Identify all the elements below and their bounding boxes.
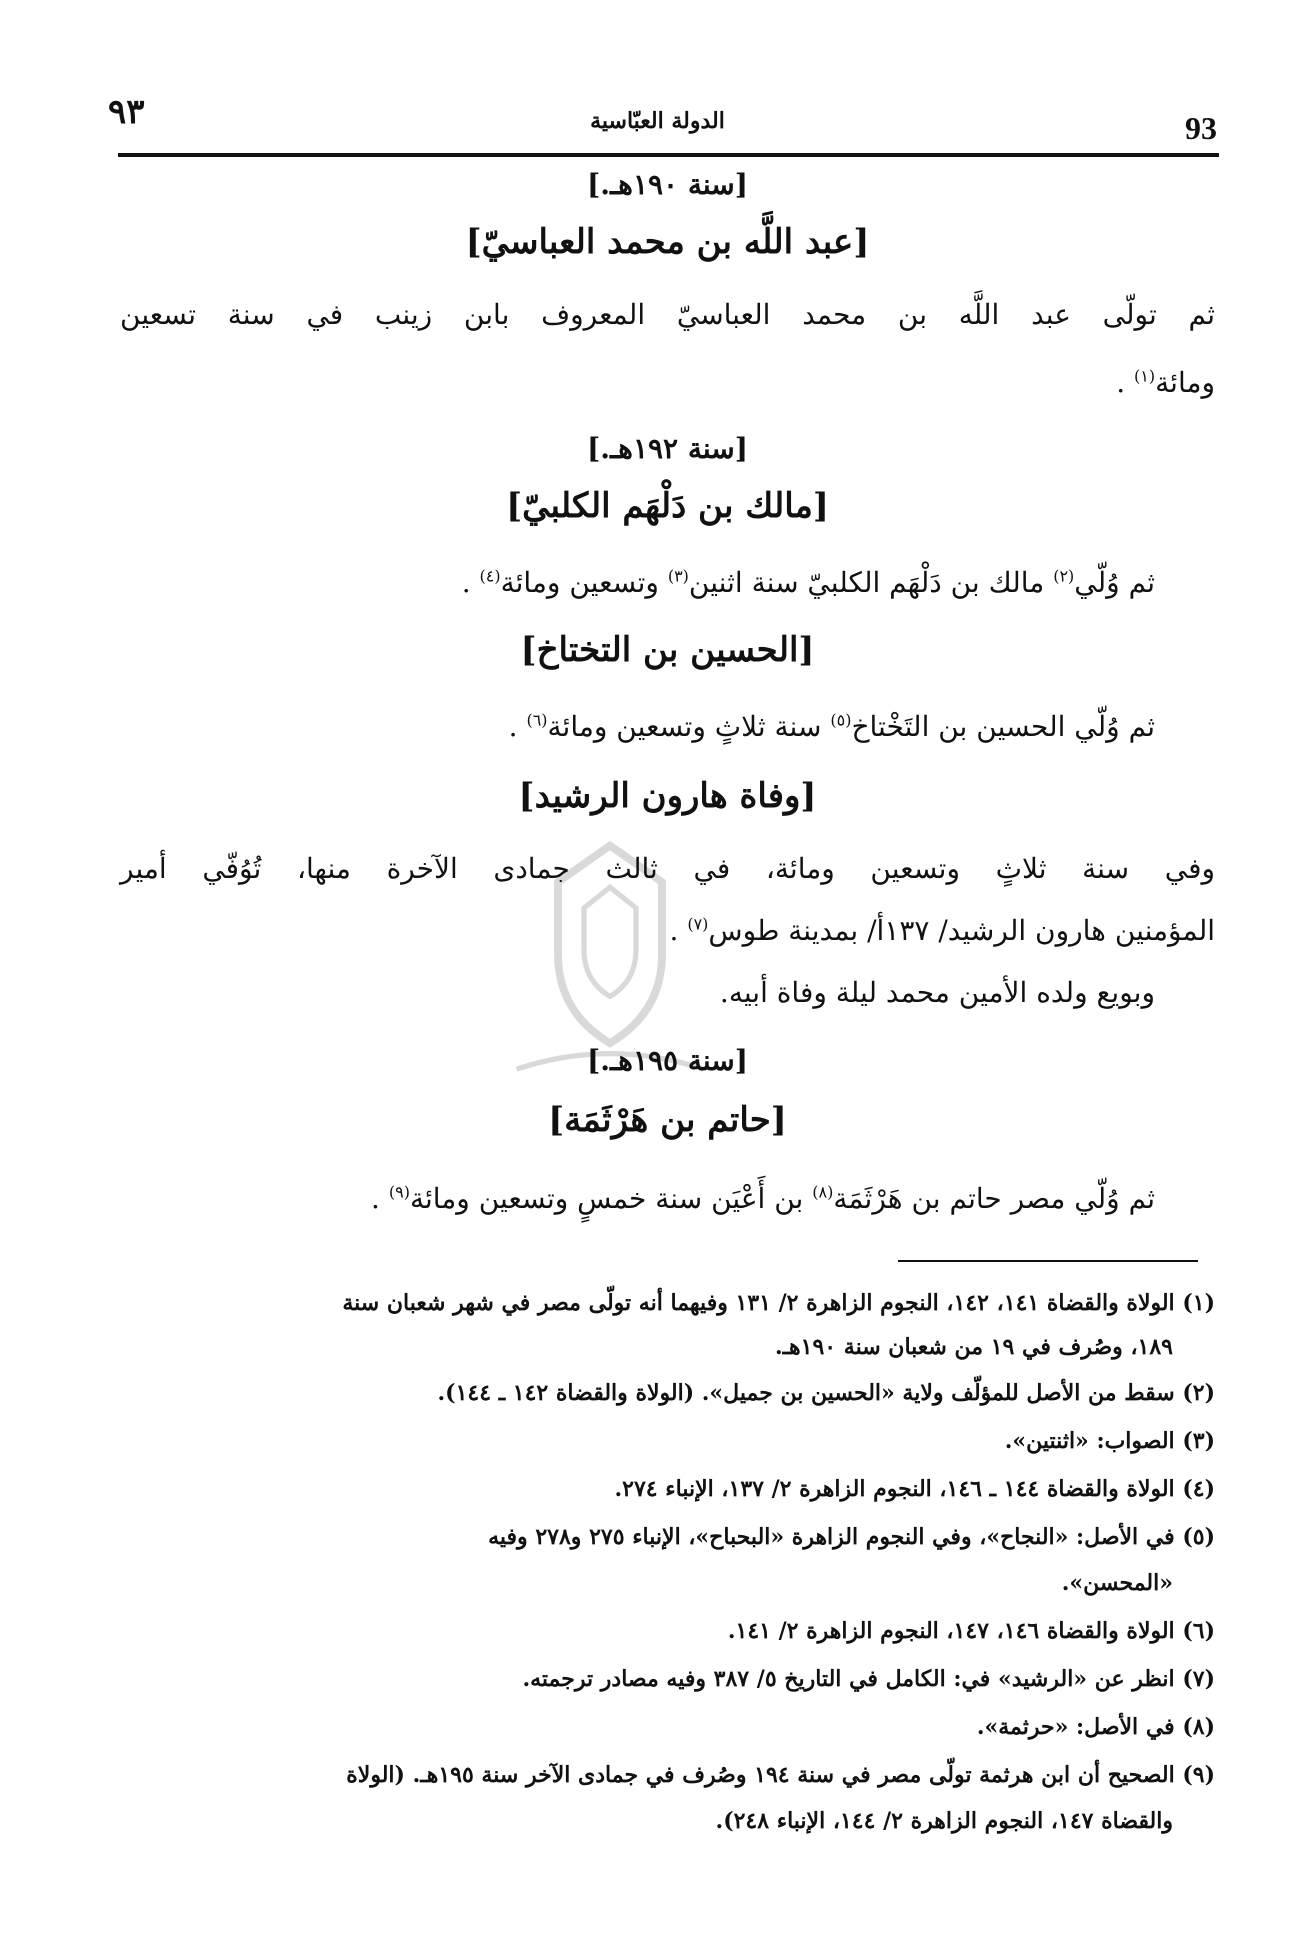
paragraph-line: ومائة$^{(١)}$ . — [1116, 366, 1215, 399]
section-title-husayn: [الحسين بن التختاخ] — [520, 630, 815, 670]
text-run: سنة ثلاثٍ وتسعين ومائة — [547, 710, 822, 743]
year-heading-195: [سنة ١٩٥هـ.] — [586, 1044, 748, 1077]
text-run: ثم وُلّي مصر حاتم بن هَرْثَمَة — [833, 1182, 1155, 1215]
footnote-ref: (٢) — [1053, 566, 1075, 586]
paragraph-line: وبويع ولده الأمين محمد ليلة وفاة أبيه. — [719, 976, 1155, 1009]
footnote-4: (٤) الولاة والقضاة ١٤٤ ـ ١٤٦، النجوم الزاهرة ٢/ ١٣٧، الإنباء ٢٧٤. — [614, 1476, 1215, 1502]
footnote-8: (٨) في الأصل: «حرثمة». — [976, 1714, 1215, 1740]
footnote-separator — [898, 1260, 1198, 1262]
text-run: مالك بن دَلْهَم الكلبيّ سنة اثنين — [688, 566, 1045, 599]
text-run: ثم وُلّي — [1074, 566, 1155, 599]
footnote-1-continued: ١٨٩، وصُرف في ١٩ من شعبان سنة ١٩٠هـ. — [774, 1334, 1173, 1360]
section-title-malik: [مالك بن دَلْهَم الكلبيّ] — [506, 486, 829, 526]
paragraph-line: ثم وُلّي$^{(٢)}$ مالك بن دَلْهَم الكلبيّ سنة اثنين$^{(٣)}$ وتسعين ومائة$^{(٤)}$ . — [461, 566, 1155, 599]
text-run: وتسعين ومائة — [500, 566, 659, 599]
text-run: بن أَعْيَن سنة خمسٍ وتسعين ومائة — [409, 1182, 804, 1215]
footnote-ref: (٧) — [687, 914, 709, 934]
footnote-6: (٦) الولاة والقضاة ١٤٦، ١٤٧، النجوم الزاهرة ٢/ ١٤١. — [727, 1618, 1215, 1644]
footnote-ref: (١) — [1134, 366, 1156, 386]
page-number: 93 — [1185, 110, 1217, 146]
paragraph-line: ثم تولّى عبد اللَّه بن محمد العباسيّ المعروف بابن زينب في سنة تسعين — [120, 298, 1215, 331]
header-rule — [118, 153, 1219, 157]
footnote-9: (٩) الصحيح أن ابن هرثمة تولّى مصر في سنة ١٩٤ وصُرف في جمادى الآخر سنة ١٩٥هـ. (الولاة — [346, 1762, 1215, 1788]
footnote-2: (٢) سقط من الأصل للمؤلّف ولاية «الحسين بن جميل». (الولاة والقضاة ١٤٢ ـ ١٤٤). — [437, 1380, 1215, 1406]
footnote-ref: (٥) — [830, 710, 852, 730]
paragraph-line: ثم وُلّي الحسين بن التَخْتاخ$^{(٥)}$ سنة ثلاثٍ وتسعين ومائة$^{(٦)}$ . — [508, 710, 1155, 743]
section-title-harun: [وفاة هارون الرشيد] — [518, 776, 817, 816]
paragraph-line: وفي سنة ثلاثٍ وتسعين ومائة، في ثالث جمادى الآخرة منها، تُوُفّي أمير — [120, 852, 1215, 885]
year-heading-190: [سنة ١٩٠هـ.] — [586, 168, 748, 201]
footnote-5-continued: «المحسن». — [1061, 1570, 1173, 1596]
year-heading-192: [سنة ١٩٢هـ.] — [586, 432, 748, 465]
footnote-ref: (٤) — [479, 566, 501, 586]
footnote-1: (١) الولاة والقضاة ١٤١، ١٤٢، النجوم الزاهرة ٢/ ١٣١ وفيهما أنه تولّى مصر في شهر شعبان سنة — [342, 1290, 1215, 1316]
section-title-abdallah: [عبد اللَّه بن محمد العباسيّ] — [465, 222, 870, 262]
footnote-ref: (٩) — [388, 1182, 410, 1202]
text-run: ومائة — [1155, 366, 1215, 399]
footnote-7: (٧) انظر عن «الرشيد» في: الكامل في التاريخ ٥/ ٣٨٧ وفيه مصادر ترجمته. — [522, 1666, 1215, 1692]
running-title: الدولة العبّاسية — [590, 108, 725, 134]
section-title-hatim: [حاتم بن هَرْثَمَة] — [548, 1100, 787, 1140]
paragraph-line: المؤمنين هارون الرشيد/ ١٣٧أ/ بمدينة طوس$^{(٧)}$ . — [669, 914, 1215, 947]
paragraph-line: ثم وُلّي مصر حاتم بن هَرْثَمَة$^{(٨)}$ بن أَعْيَن سنة خمسٍ وتسعين ومائة$^{(٩)}$ . — [371, 1182, 1155, 1215]
text-run: المؤمنين هارون الرشيد/ ١٣٧أ/ بمدينة طوس — [708, 914, 1215, 947]
footnote-ref: (٦) — [526, 710, 548, 730]
footnote-9-continued: والقضاة ١٤٧، النجوم الزاهرة ٢/ ١٤٤، الإنباء ٢٤٨). — [715, 1808, 1173, 1834]
text-run: ثم وُلّي الحسين بن التَخْتاخ — [851, 710, 1155, 743]
footnote-5: (٥) في الأصل: «النجاح»، وفي النجوم الزاهرة «البحباح»، الإنباء ٢٧٥ و٢٧٨ وفيه — [488, 1524, 1215, 1550]
footnote-3: (٣) الصواب: «اثنتين». — [1004, 1428, 1215, 1454]
page-number-arabic: ٩٣ — [108, 92, 145, 132]
footnote-ref: (٣) — [667, 566, 689, 586]
footnote-ref: (٨) — [812, 1182, 834, 1202]
